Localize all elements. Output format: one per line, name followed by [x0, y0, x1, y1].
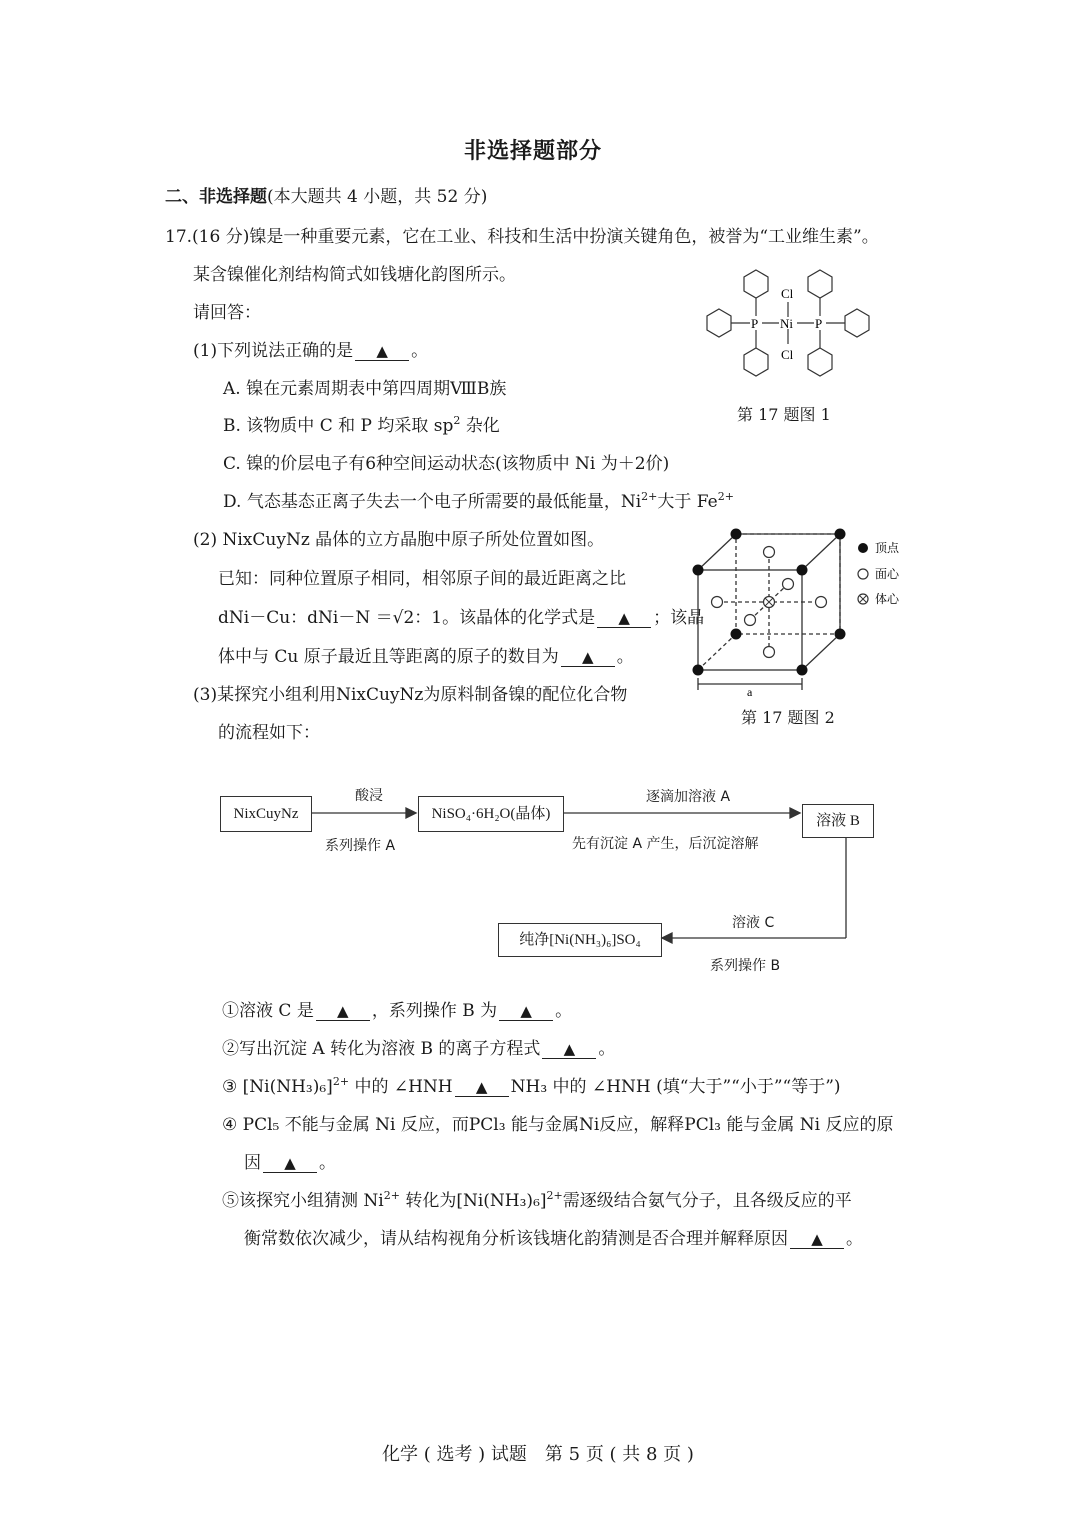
- subquestion-4-line1: ④ PCl₅ 不能与金属 Ni 反应，而PCl₃ 能与金属Ni反应，解释PCl₃ 能与金属 Ni 反应的原: [222, 1115, 894, 1135]
- flow-box-nickel-sulfate: NiSO₄·6H₂O(晶体): [418, 796, 564, 832]
- answer-blank[interactable]: ▲: [263, 1154, 317, 1173]
- subquestion-1: [222, 1000, 572, 1022]
- section-heading-label: 二、非选择题: [165, 187, 267, 207]
- option-b-sup: 2: [453, 414, 461, 427]
- answer-blank[interactable]: ▲: [561, 648, 615, 667]
- option-b-post: 杂化: [460, 416, 500, 436]
- subquestion-5-line1: [222, 1190, 852, 1212]
- part-2-line3-text: dNi－Cu：dNi－N ＝√2：1。该晶体的化学式是: [218, 608, 596, 628]
- subquestion-5-line2-post: 。: [846, 1229, 863, 1249]
- option-d-text: D. 气态基态正离子失去一个电子所需要的最低能量，Ni: [223, 492, 642, 512]
- subquestion-3-post: NH₃ 中的 ∠HNH (填“大于”“小于”“等于”): [510, 1077, 841, 1097]
- part-2-line4-text: 体中与 Cu 原子最近且等距离的原子的数目为: [218, 647, 559, 667]
- chlorine-top: Cl: [781, 286, 794, 301]
- subquestion-1-text: ①溶液 C 是: [222, 1001, 314, 1021]
- flow-label-solution-c: 溶液 C: [732, 915, 775, 931]
- option-d-sup1: 2+: [641, 490, 658, 503]
- option-d-sup2: 2+: [717, 490, 734, 503]
- figure-1-caption: 第 17 题图 1: [737, 405, 831, 424]
- part-1-suffix: 。: [411, 341, 429, 361]
- part-2-line4-post: 。: [616, 647, 634, 667]
- option-c: C. 镍的价层电子有6种空间运动状态(该物质中 Ni 为＋2价): [223, 454, 670, 474]
- phosphorus-right: P: [815, 316, 823, 331]
- subquestion-3: [222, 1076, 841, 1098]
- subquestion-1-mid: ，系列操作 B 为: [371, 1001, 498, 1021]
- subquestion-2-post: 。: [598, 1039, 616, 1059]
- option-a: A. 镍在元素周期表中第四周期ⅧB族: [223, 379, 507, 399]
- figure-2-caption: 第 17 题图 2: [741, 708, 835, 727]
- answer-blank[interactable]: ▲: [542, 1040, 596, 1059]
- flow-box-product: 纯净[Ni(NH₃)₆]SO₄: [498, 923, 662, 957]
- subquestion-5-text: ⑤该探究小组猜测 Ni: [222, 1191, 384, 1211]
- answer-blank[interactable]: ▲: [597, 609, 651, 628]
- subquestion-5-line2: [244, 1228, 863, 1250]
- flow-label-precipitate: 先有沉淀 A 产生，后沉淀溶解: [572, 836, 759, 852]
- question-17-stem-line2: 某含镍催化剂结构简式如钱塘化韵图所示。: [193, 265, 516, 285]
- legend-vertex: 顶点: [875, 541, 900, 555]
- section-heading-note: (本大题共 4 小题，共 52 分): [267, 187, 488, 207]
- flow-label-operation-b: 系列操作 B: [710, 958, 781, 974]
- part-3-line1: (3)某探究小组利用NixCuyNz为原料制备镍的配位化合物: [193, 685, 628, 705]
- answer-blank[interactable]: ▲: [790, 1230, 844, 1249]
- legend-face-center: 面心: [875, 567, 900, 581]
- flow-box-solution-b: 溶液 B: [802, 804, 874, 838]
- flow-box-raw-material: NixCuyNz: [220, 796, 312, 832]
- flow-label-operation-a: 系列操作 A: [325, 838, 396, 854]
- subquestion-3-mid: 中的 ∠HNH: [349, 1077, 453, 1097]
- question-17-prompt: 请回答：: [193, 303, 261, 323]
- subquestion-3-sup: 2+: [332, 1075, 350, 1088]
- flow-label-acid-leach: 酸浸: [355, 788, 383, 804]
- subquestion-5-line2-text: 衡常数依次减少，请从结构视角分析该钱塘化韵猜测是否合理并解释原因: [244, 1229, 788, 1249]
- page-footer: 化学 ( 选考 ) 试题 第 5 页 ( 共 8 页 ): [382, 1444, 694, 1465]
- subquestion-4-line2-post: 。: [319, 1153, 336, 1173]
- subquestion-3-text: ③ [Ni(NH₃)₆]: [222, 1077, 333, 1097]
- nickel-center: Ni: [780, 316, 793, 331]
- part-1-text: (1)下列说法正确的是: [193, 341, 354, 361]
- subquestion-1-post: 。: [555, 1001, 573, 1021]
- flow-label-add-solution-a: 逐滴加溶液 A: [646, 789, 731, 805]
- answer-blank[interactable]: ▲: [316, 1002, 370, 1021]
- page-title: 非选择题部分: [464, 138, 603, 164]
- part-2-line3-post: ；该晶: [653, 608, 705, 628]
- option-b-text: B. 该物质中 C 和 P 均采取 sp: [223, 416, 454, 436]
- legend-body-center: 体心: [875, 592, 900, 606]
- answer-blank[interactable]: ▲: [355, 342, 409, 361]
- part-2-line1: (2) NixCuyNz 晶体的立方晶胞中原子所处位置如图。: [193, 530, 605, 550]
- phosphorus-left: P: [751, 316, 759, 331]
- part-3-line2: 的流程如下：: [218, 723, 320, 743]
- question-17-stem-line1: 17.(16 分)镍是一种重要元素，它在工业、科技和生活中扮演关键角色，被誉为“工业维生素”。: [165, 227, 879, 247]
- answer-blank[interactable]: ▲: [455, 1078, 509, 1097]
- part-2-line2: 已知：同种位置原子相同，相邻原子间的最近距离之比: [218, 569, 626, 589]
- answer-blank[interactable]: ▲: [499, 1002, 553, 1021]
- subquestion-4-line2-text: 因: [244, 1153, 261, 1173]
- subquestion-5-post: 需逐级结合氨气分子，且各级反应的平: [562, 1191, 852, 1211]
- subquestion-2-text: ②写出沉淀 A 转化为溶液 B 的离子方程式: [222, 1039, 541, 1059]
- option-d-mid: 大于 Fe: [657, 492, 718, 512]
- subquestion-2: [222, 1038, 615, 1060]
- cell-edge-label: a: [747, 685, 753, 699]
- subquestion-5-sup2: 2+: [546, 1189, 563, 1202]
- subquestion-4-line2: [244, 1152, 336, 1174]
- subquestion-5-sup1: 2+: [383, 1189, 400, 1202]
- subquestion-5-mid: 转化为[Ni(NH₃)₆]: [399, 1191, 547, 1211]
- chlorine-bottom: Cl: [781, 347, 794, 362]
